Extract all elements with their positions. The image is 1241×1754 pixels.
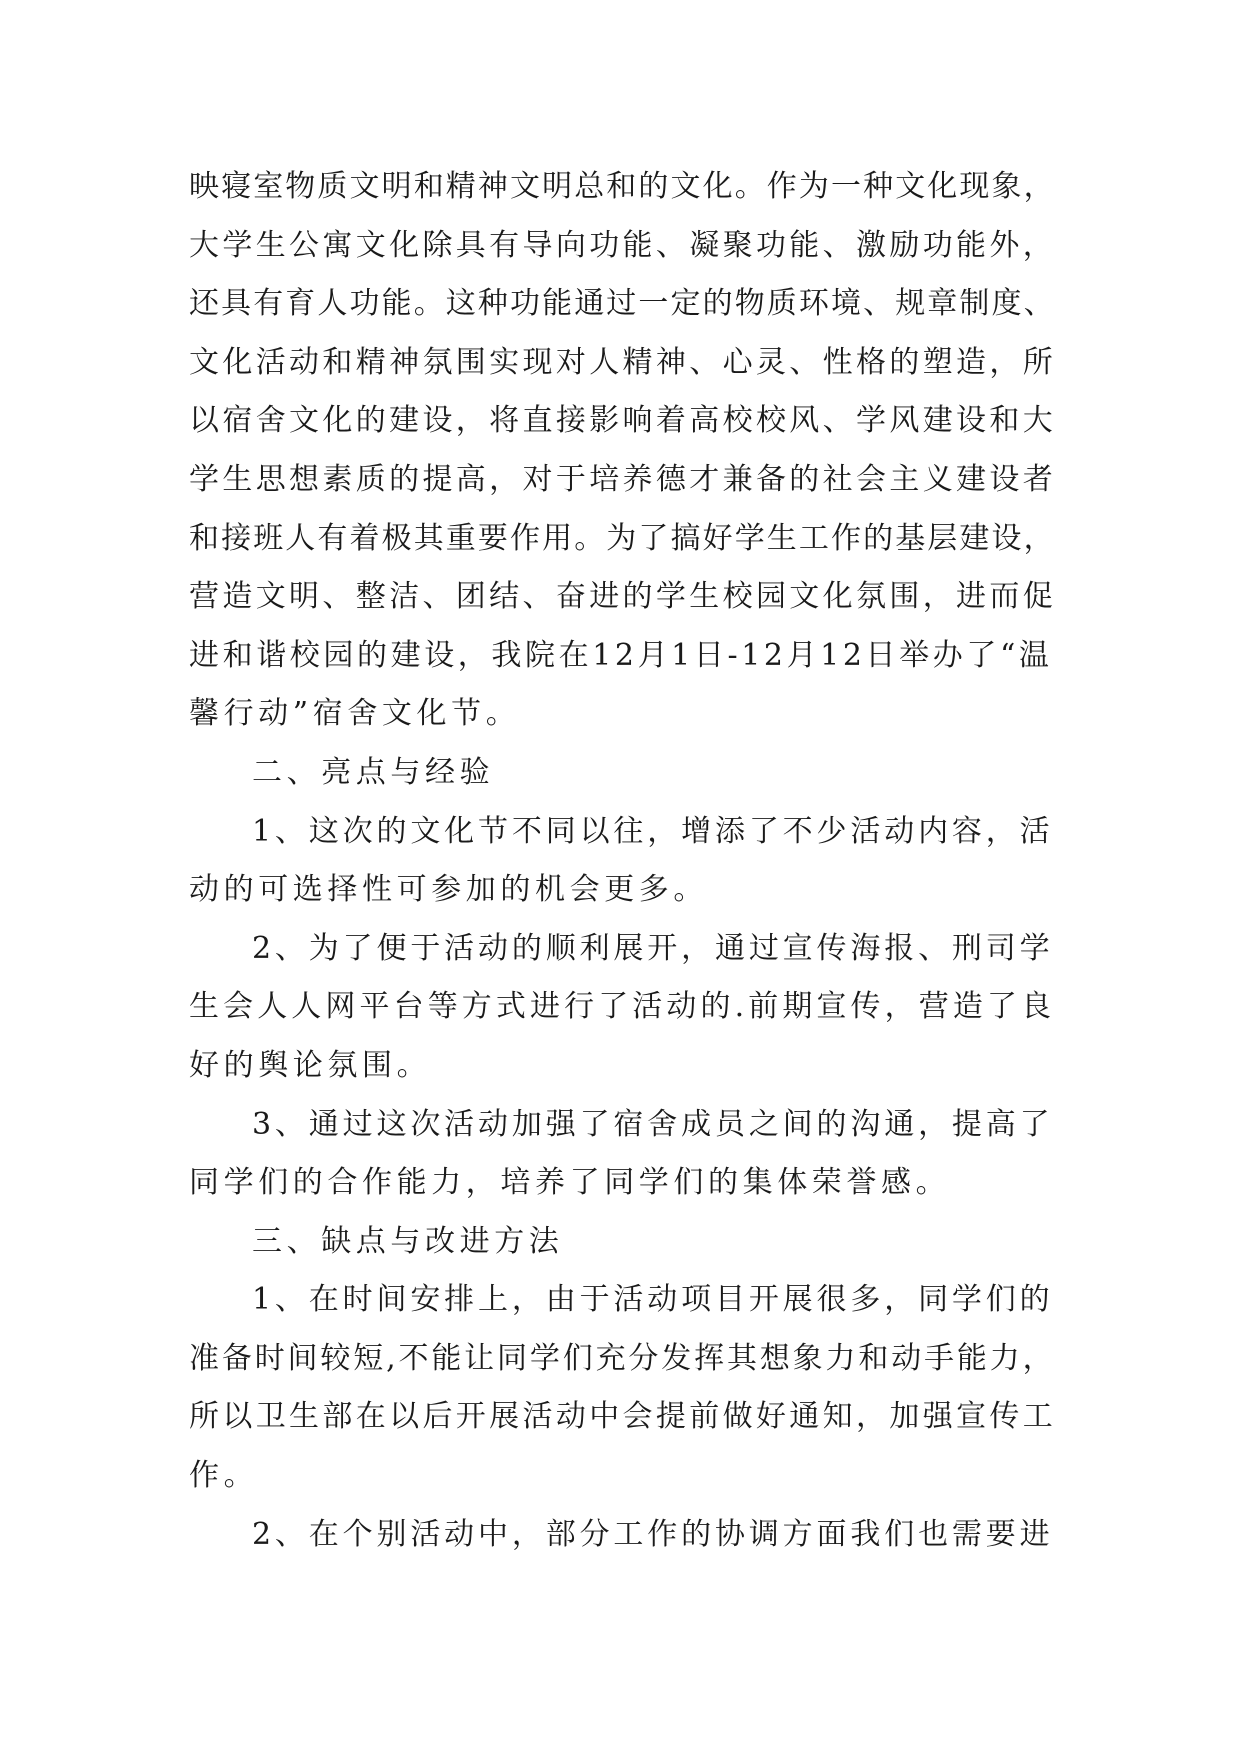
text-line: 好的舆论氛围。: [189, 1047, 432, 1083]
text-line: 进和谐校园的建设，我院在12月1日-12月12日举办了“温: [189, 637, 1053, 673]
text-line: 馨行动”宿舍文化节。: [189, 696, 521, 732]
document-body: [189, 158, 1059, 1564]
text-line: 营造文明、整洁、团结、奋进的学生校园文化氛围，进而促: [189, 579, 1057, 615]
section-heading: 二、亮点与经验: [252, 754, 495, 790]
text-line: 同学们的合作能力，培养了同学们的集体荣誉感。: [189, 1165, 951, 1201]
text-line: 准备时间较短,不能让同学们充分发挥其想象力和动手能力，: [189, 1340, 1056, 1376]
text-line: 映寝室物质文明和精神文明总和的文化。作为一种文化现象，: [189, 169, 1056, 204]
section-heading: 三、缺点与改进方法: [252, 1223, 564, 1259]
text-line: 以宿舍文化的建设，将直接影响着高校校风、学风建设和大: [189, 403, 1057, 439]
text-line: 1、这次的文化节不同以往，增添了不少活动内容，活: [252, 813, 1054, 849]
text-line: 生会人人网平台等方式进行了活动的.前期宣传，营造了良: [189, 989, 1056, 1025]
text-line: 还具有育人功能。这种功能通过一定的物质环境、规章制度、: [189, 286, 1056, 322]
text-line: 文化活动和精神氛围实现对人精神、心灵、性格的塑造，所: [189, 344, 1057, 380]
text-line: 1、在时间安排上，由于活动项目开展很多，同学们的: [252, 1282, 1054, 1318]
text-line: 3、通过这次活动加强了宿舍成员之间的沟通，提高了: [252, 1106, 1054, 1142]
text-line: 作。: [189, 1458, 259, 1494]
text-line: 学生思想素质的提高，对于培养德才兼备的社会主义建设者: [189, 461, 1057, 497]
text-line: 2、在个别活动中，部分工作的协调方面我们也需要进: [252, 1516, 1054, 1552]
text-line: 和接班人有着极其重要作用。为了搞好学生工作的基层建设，: [189, 520, 1056, 556]
text-line: 2、为了便于活动的顺利展开，通过宣传海报、刑司学: [252, 930, 1054, 966]
text-line: 动的可选择性可参加的机会更多。: [189, 872, 708, 908]
text-line: 所以卫生部在以后开展活动中会提前做好通知，加强宣传工: [189, 1399, 1057, 1435]
text-line: 大学生公寓文化除具有导向功能、凝聚功能、激励功能外，: [189, 227, 1057, 263]
